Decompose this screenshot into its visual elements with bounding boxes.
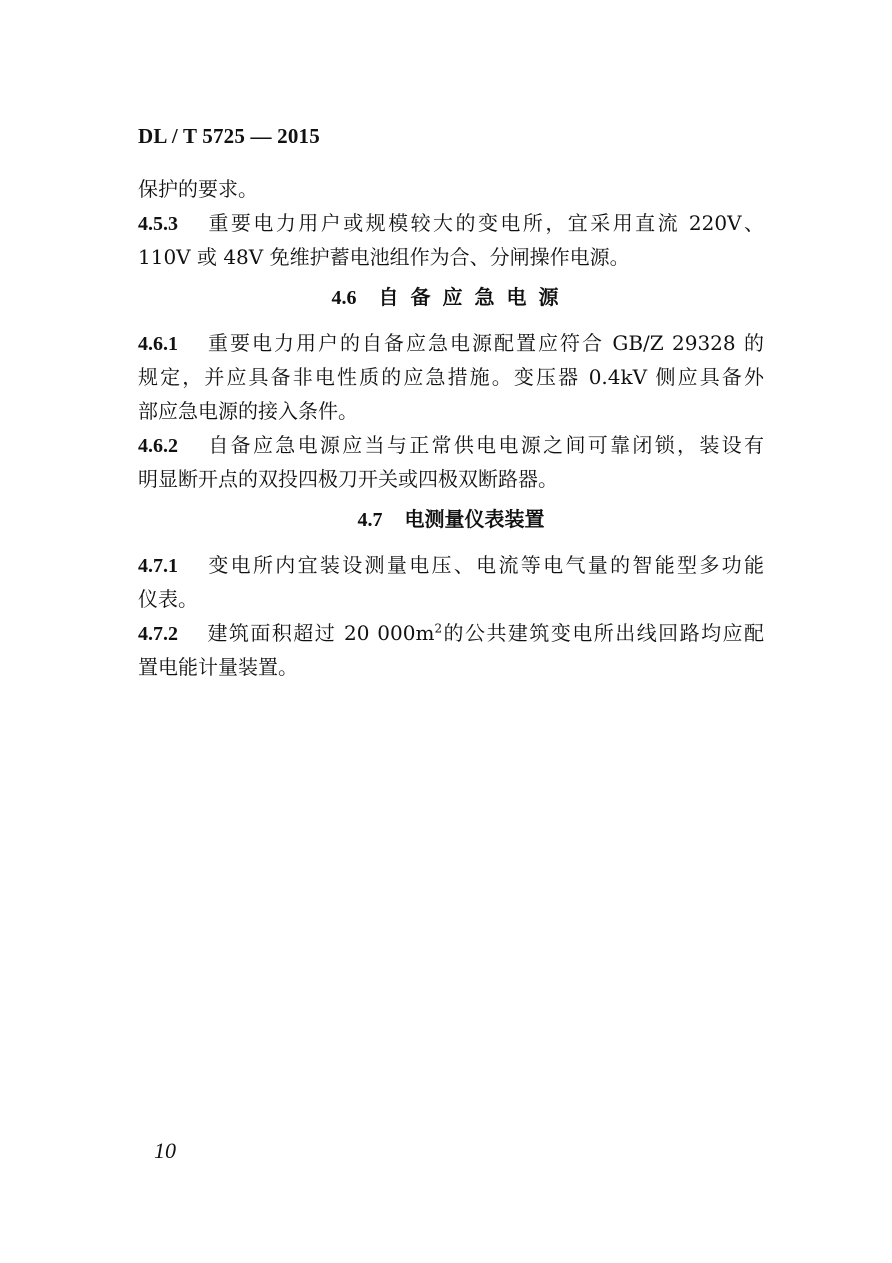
clause-text: 重要电力用户的自备应急电源配置应符合 GB/Z 29328 的: [206, 331, 764, 355]
clause-text: 110V 或 48V 免维护蓄电池组作为合、分闸操作电源。: [138, 245, 630, 269]
clause-line: [138, 616, 764, 650]
section-title: 自备应急电源: [378, 285, 571, 309]
section-number: 4.6: [331, 287, 357, 309]
clause-text: 明显断开点的双投四极刀开关或四极双断路器。: [138, 467, 558, 491]
section-heading-4-7: [138, 502, 764, 536]
section-title: 电测量仪表装置: [404, 507, 545, 531]
clause-text: 自备应急电源应当与正常供电电源之间可靠闭锁，装设有: [206, 433, 764, 457]
clause-number: 4.7.1: [138, 555, 178, 577]
clause-text: 重要电力用户或规模较大的变电所，宜采用直流 220V、: [206, 211, 764, 235]
clause-line: [138, 428, 764, 462]
clause-number: 4.5.3: [138, 213, 178, 235]
clause-4-7-1: [138, 548, 764, 616]
clause-line: [138, 326, 764, 360]
clause-4-5-3: [138, 206, 764, 274]
clause-text: 建筑面积超过 20 $000m^2$的公共建筑变电所出线回路均应配: [206, 621, 764, 645]
clause-line: [138, 206, 764, 240]
clause-4-6-1: [138, 326, 764, 428]
clause-line: [138, 548, 764, 582]
clause-number: 4.7.2: [138, 623, 178, 645]
clause-text: 规定，并应具备非电性质的应急措施。变压器 0.4kV 侧应具备外: [138, 365, 764, 389]
clause-number: 4.6.1: [138, 333, 178, 355]
clause-text: 仪表。: [138, 587, 198, 611]
page-body: [138, 172, 764, 684]
continuation-text: 保护的要求。: [138, 177, 258, 201]
page-number: 10: [154, 1138, 176, 1163]
section-number: 4.7: [357, 509, 383, 531]
clause-text: 变电所内宜装设测量电压、电流等电气量的智能型多功能: [206, 553, 764, 577]
clause-text: 置电能计量装置。: [138, 655, 298, 679]
clause-4-7-2: [138, 616, 764, 684]
clause-number: 4.6.2: [138, 435, 178, 457]
standard-code-header: DL / T 5725 — 2015: [138, 124, 320, 148]
clause-4-6-2: [138, 428, 764, 496]
section-heading-4-6: [138, 280, 764, 314]
clause-text: 部应急电源的接入条件。: [138, 399, 358, 423]
